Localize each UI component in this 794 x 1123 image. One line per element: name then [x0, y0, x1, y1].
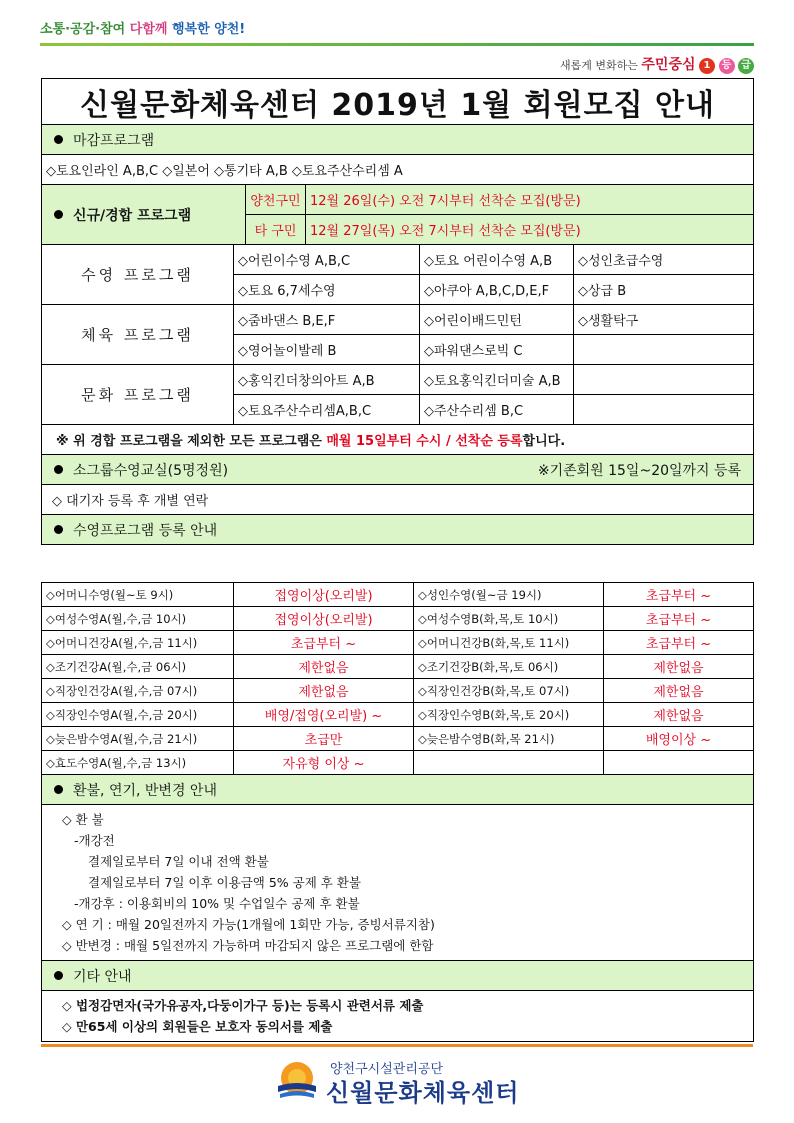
- swim-class: ◇조기건강A(월,수,금 06시): [42, 655, 234, 679]
- program-cell: [574, 335, 754, 365]
- notice-table: [41, 78, 754, 545]
- swim-level: 제한없음: [604, 703, 754, 727]
- program-cell: ◇성인초급수영: [574, 245, 754, 275]
- footer-org: 양천구시설관리공단: [330, 1062, 444, 1077]
- section-closed-heading: 마감프로그램: [73, 132, 155, 149]
- swim-level: 초급부터 ~: [604, 631, 754, 655]
- swim-level: 제한없음: [234, 679, 414, 703]
- swim-level: 초급부터 ~: [604, 583, 754, 607]
- table-row: [42, 679, 754, 703]
- program-cell: ◇토요 6,7세수영: [234, 275, 420, 305]
- notice-prefix: ※ 위 경합 프로그램을 제외한 모든 프로그램은: [56, 434, 322, 449]
- bullet-icon: [54, 135, 63, 144]
- program-cell: [574, 365, 754, 395]
- swim-level: 배영/접영(오리발) ~: [234, 703, 414, 727]
- program-cell: ◇어린이수영 A,B,C: [234, 245, 420, 275]
- bullet-icon: [54, 785, 63, 794]
- swim-class: ◇늦은밤수영B(화,목 21시): [414, 727, 604, 751]
- swim-class: [414, 751, 604, 775]
- slogan-part1: 소통·공감·참여: [40, 22, 126, 37]
- bullet-icon: [54, 525, 63, 534]
- program-cell: ◇파워댄스로빅 C: [420, 335, 574, 365]
- sub-slogan: [560, 54, 754, 74]
- swim-level: 자유형 이상 ~: [234, 751, 414, 775]
- etc-heading: 기타 안내: [73, 968, 132, 985]
- section-swim-reg: [42, 515, 754, 545]
- refund-line: -개강후 : 이용회비의 10% 및 수업일수 공제 후 환불: [74, 896, 360, 911]
- section-new: [42, 185, 246, 245]
- category-culture: 문화 프로그램: [42, 365, 234, 425]
- swim-class: ◇직장인수영A(월,수,금 20시): [42, 703, 234, 727]
- program-cell: ◇토요주산수리셈A,B,C: [234, 395, 420, 425]
- section-small-group: [42, 455, 754, 485]
- notice-line: [42, 425, 754, 455]
- refund-line: -개강전: [74, 833, 115, 848]
- swim-class: ◇어머니건강B(화,목,토 11시): [414, 631, 604, 655]
- program-cell: ◇주산수리셈 B,C: [420, 395, 574, 425]
- refund-line: ◇ 환 불: [62, 812, 104, 827]
- program-cell: ◇토요홍익킨더미술 A,B: [420, 365, 574, 395]
- swim-class: ◇효도수영A(월,수,금 13시): [42, 751, 234, 775]
- section-etc: [42, 961, 754, 991]
- notice-highlight: 매월 15일부터 수시 / 선착순 등록: [326, 434, 523, 449]
- swim-level: 접영이상(오리발): [234, 607, 414, 631]
- refund-heading: 환불, 연기, 반변경 안내: [73, 782, 217, 799]
- program-cell: ◇아쿠아 A,B,C,D,E,F: [420, 275, 574, 305]
- new-who-2: 타 구민: [246, 215, 306, 245]
- small-group-note: ※기존회원 15일~20일까지 등록: [537, 462, 742, 479]
- sub-slogan-prefix: 새롭게 변화하는: [560, 59, 638, 72]
- refund-line: ◇ 연 기 : 매월 20일전까지 가능(1개월에 1회만 가능, 증빙서류지참): [62, 917, 435, 932]
- program-cell: ◇영어놀이발레 B: [234, 335, 420, 365]
- table-row: [42, 703, 754, 727]
- swim-level: 제한없음: [604, 655, 754, 679]
- refund-line: ◇ 반변경 : 매월 5일전까지 가능하며 마감되지 않은 프로그램에 한함: [62, 938, 434, 953]
- swim-level: 초급만: [234, 727, 414, 751]
- swim-level: 접영이상(오리발): [234, 583, 414, 607]
- table-row: [42, 751, 754, 775]
- refund-table: [41, 774, 754, 1042]
- swim-level: 초급부터 ~: [604, 607, 754, 631]
- new-who-1: 양천구민: [246, 185, 306, 215]
- program-cell: ◇상급 B: [574, 275, 754, 305]
- table-row: [42, 607, 754, 631]
- swim-class: ◇늦은밤수영A(월,수,금 21시): [42, 727, 234, 751]
- swim-level: 배영이상 ~: [604, 727, 754, 751]
- program-cell: [574, 395, 754, 425]
- header-divider: [40, 43, 754, 46]
- notice-suffix: 합니다.: [522, 434, 566, 449]
- swim-class: ◇직장인건강A(월,수,금 07시): [42, 679, 234, 703]
- swim-reg-table: [41, 582, 754, 775]
- etc-line: ◇ 법정감면자(국가유공자,다둥이가구 등)는 등록시 관련서류 제출: [62, 998, 424, 1013]
- new-when-1: 12월 26일(수) 오전 7시부터 선착순 모집(방문): [306, 185, 754, 215]
- swim-class: ◇여성수영B(화,목,토 10시): [414, 607, 604, 631]
- category-swim: 수영 프로그램: [42, 245, 234, 305]
- program-cell: ◇토요 어린이수영 A,B: [420, 245, 574, 275]
- header-slogan: [40, 18, 245, 37]
- swim-class: ◇어머니건강A(월,수,금 11시): [42, 631, 234, 655]
- table-row: [42, 583, 754, 607]
- etc-line: ◇ 만65세 이상의 회원들은 보호자 동의서를 제출: [62, 1019, 333, 1034]
- new-when-2: 12월 27일(목) 오전 7시부터 선착순 모집(방문): [306, 215, 754, 245]
- swim-reg-heading: 수영프로그램 등록 안내: [73, 522, 218, 539]
- table-row: [42, 631, 754, 655]
- swim-level: 제한없음: [234, 655, 414, 679]
- swim-class: ◇직장인수영B(화,목,토 20시): [414, 703, 604, 727]
- slogan-part2: 다함께: [129, 22, 168, 37]
- program-cell: ◇생활탁구: [574, 305, 754, 335]
- etc-block: [42, 991, 754, 1042]
- program-cell: ◇홍익킨더창의아트 A,B: [234, 365, 420, 395]
- footer-divider: [41, 1044, 753, 1047]
- closed-items: ◇토요인라인 A,B,C ◇일본어 ◇통기타 A,B ◇토요주산수리셈 A: [42, 155, 754, 185]
- swim-level: 초급부터 ~: [234, 631, 414, 655]
- category-sports: 체육 프로그램: [42, 305, 234, 365]
- section-new-heading: 신규/경합 프로그램: [73, 207, 192, 224]
- program-cell: ◇어린이배드민턴: [420, 305, 574, 335]
- refund-line: 결제일로부터 7일 이내 전액 환불: [88, 854, 269, 869]
- swim-class: ◇어머니수영(월~토 9시): [42, 583, 234, 607]
- refund-block: [42, 805, 754, 961]
- table-row: [42, 655, 754, 679]
- slogan-part3: 행복한 양천!: [171, 22, 246, 37]
- swim-class: ◇성인수영(월~금 19시): [414, 583, 604, 607]
- grade-badge-1: 1: [699, 58, 715, 74]
- sub-slogan-main: 주민중심: [641, 57, 696, 73]
- bullet-icon: [54, 971, 63, 980]
- table-row: [42, 727, 754, 751]
- swim-level: [604, 751, 754, 775]
- swim-level: 제한없음: [604, 679, 754, 703]
- footer-center-name: 신월문화체육센터: [326, 1079, 520, 1107]
- program-cell: ◇줌바댄스 B,E,F: [234, 305, 420, 335]
- swim-class: ◇직장인건강B(화,목,토 07시): [414, 679, 604, 703]
- bullet-icon: [54, 210, 63, 219]
- grade-badge-3: 급: [738, 58, 754, 74]
- swim-class: ◇조기건강B(화,목,토 06시): [414, 655, 604, 679]
- section-refund: [42, 775, 754, 805]
- small-group-item: ◇ 대기자 등록 후 개별 연락: [42, 485, 754, 515]
- section-closed: [42, 125, 754, 155]
- sun-logo-icon: [274, 1058, 320, 1108]
- refund-line: 결제일로부터 7일 이후 이용금액 5% 공제 후 환불: [88, 875, 361, 890]
- swim-class: ◇여성수영A(월,수,금 10시): [42, 607, 234, 631]
- page-title: 신월문화체육센터 2019년 1월 회원모집 안내: [42, 79, 754, 125]
- small-group-heading: 소그룹수영교실(5명정원): [73, 462, 229, 479]
- grade-badge-2: 등: [719, 58, 735, 74]
- bullet-icon: [54, 465, 63, 474]
